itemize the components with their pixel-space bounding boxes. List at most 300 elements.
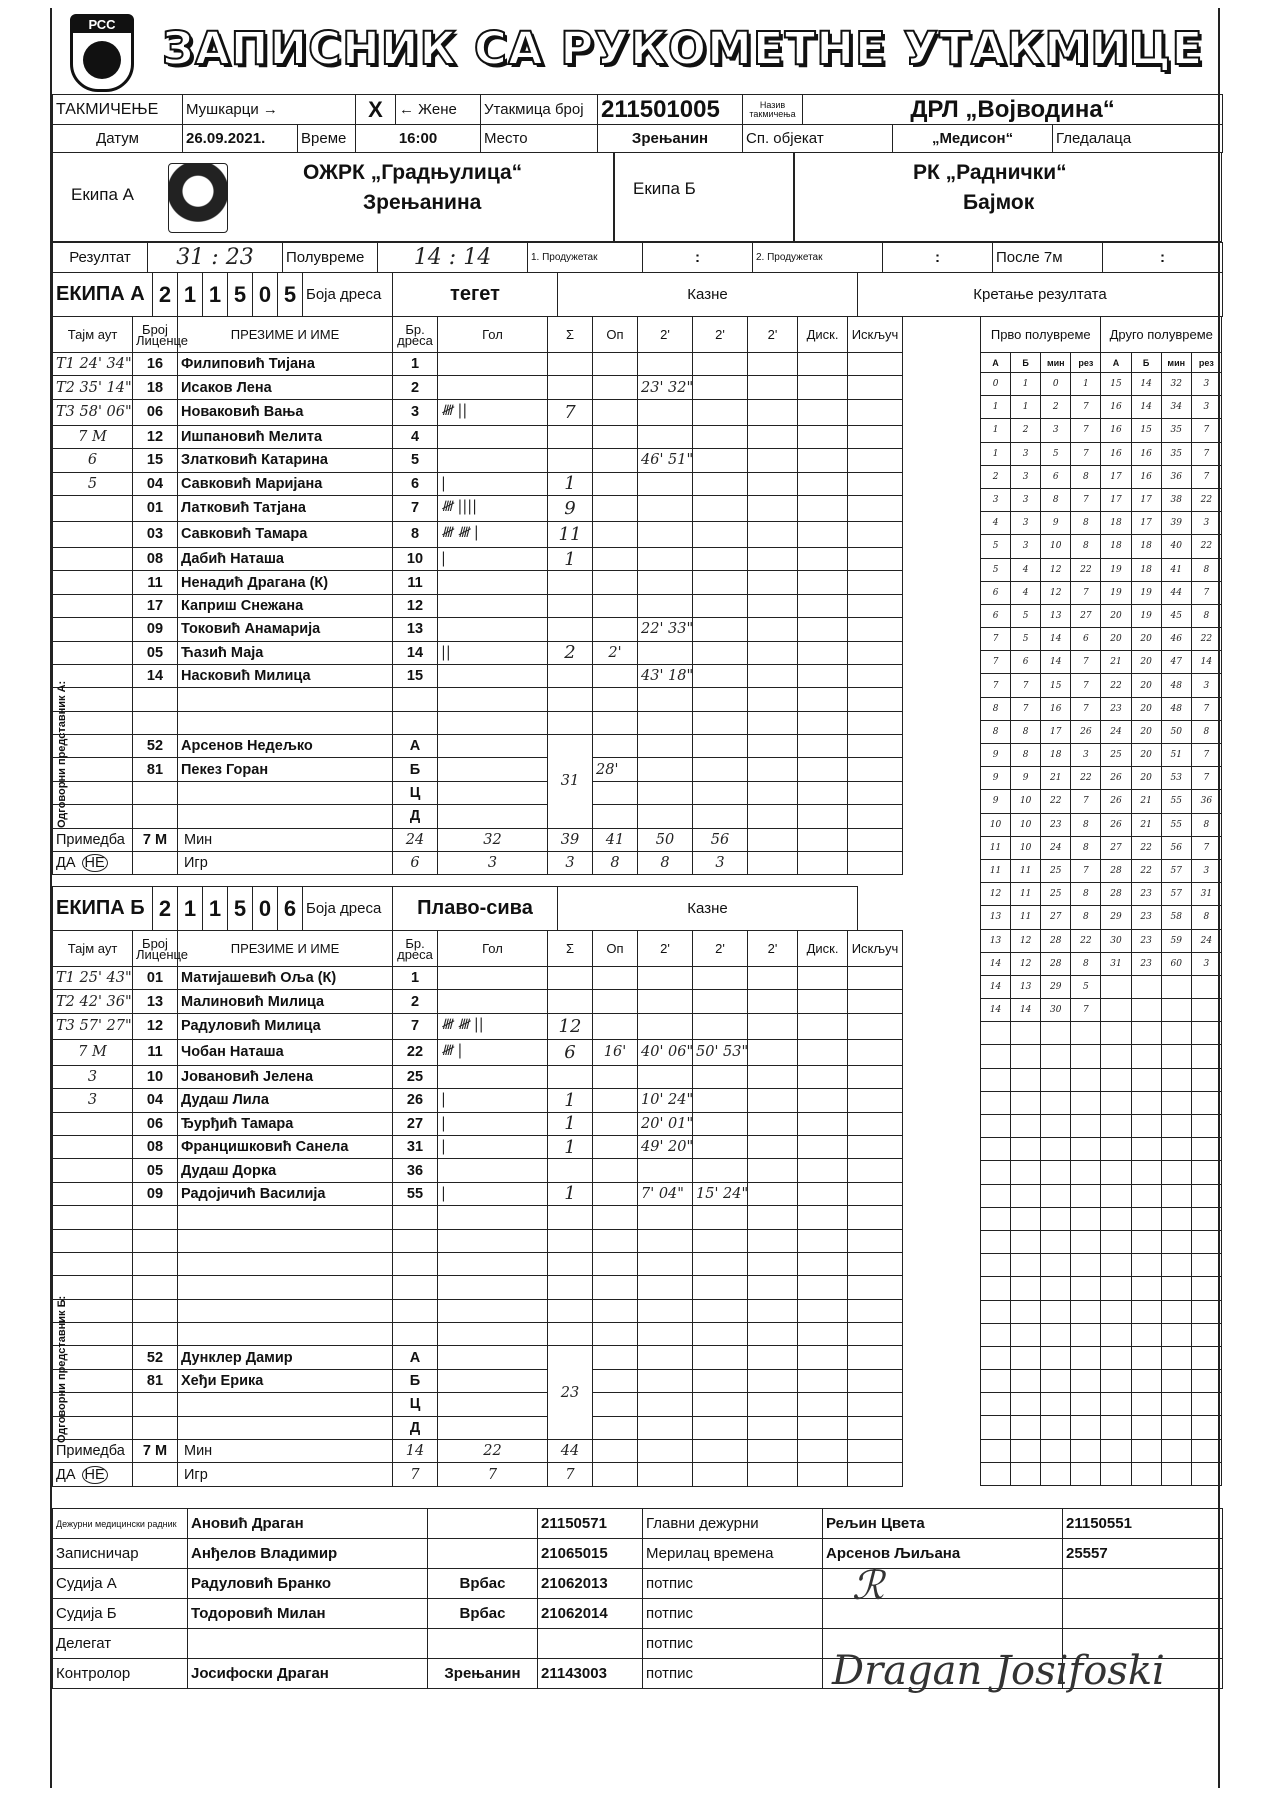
progress-row (981, 1068, 1222, 1091)
penalty-1 (638, 967, 693, 990)
table-row (53, 1135, 903, 1158)
team-a-label: Екипа А (71, 185, 134, 204)
disq-cell (798, 664, 848, 687)
seven-m-cell: 50 (638, 828, 693, 851)
seven-m-cell (638, 1440, 693, 1463)
warning-cell (593, 967, 638, 990)
progress-row: 7 7 15 7 22 20 48 3 (981, 674, 1222, 697)
footer-role2: потпис (643, 1569, 823, 1599)
disq-cell (798, 711, 848, 734)
penalty-1: 7' 04" (638, 1182, 693, 1205)
team-b-name: РК „Раднички“ (913, 161, 1067, 184)
timeout-cell: Т3 58' 06" (53, 399, 133, 425)
excl-cell (848, 641, 903, 664)
table-row (53, 353, 903, 376)
footer-role2: потпис (643, 1659, 823, 1689)
disq-cell (798, 1089, 848, 1112)
official-license (133, 781, 178, 804)
table-row (53, 495, 903, 521)
player-name: Златковић Катарина (178, 449, 393, 472)
penalty-1 (638, 399, 693, 425)
penalty-1: 22' 33" (638, 618, 693, 641)
penalty-3 (748, 472, 798, 495)
progress-row: 14 12 28 8 31 23 60 3 (981, 952, 1222, 975)
seven-m-cell (848, 1463, 903, 1486)
player-name: Ђурђић Тамара (178, 1112, 393, 1135)
goals-sum (548, 664, 593, 687)
column-header: Гол (438, 931, 548, 967)
gender-mark: X (356, 95, 396, 125)
player-name: Францишковић Санела (178, 1135, 393, 1158)
goals-tally (438, 1323, 548, 1346)
timeout-cell: 3 (53, 1089, 133, 1112)
seven-m-cell: 3 (693, 852, 748, 875)
timeout-cell: 5 (53, 472, 133, 495)
column-header: Број Лиценце (133, 317, 178, 353)
footer-role2: Главни дежурни (643, 1509, 823, 1539)
license-cell: 06 (133, 399, 178, 425)
progress-row (981, 1091, 1222, 1114)
player-name: Чобан Наташа (178, 1039, 393, 1065)
player-name: Филиповић Тијана (178, 353, 393, 376)
place-value: Зрењанин (598, 125, 743, 153)
excl-cell (848, 1182, 903, 1205)
license-cell: 12 (133, 1013, 178, 1039)
official-license (133, 1393, 178, 1416)
seven-m-cell (798, 1440, 848, 1463)
penalty-3 (748, 1065, 798, 1088)
jersey-no: 15 (393, 664, 438, 687)
excl-cell (848, 449, 903, 472)
penalty-3 (748, 521, 798, 547)
result-a: 31 (176, 245, 205, 270)
seven-m-cell: 6 (393, 852, 438, 875)
license-cell: 09 (133, 618, 178, 641)
penalty-1 (638, 594, 693, 617)
disq-cell (798, 547, 848, 570)
footer-role2: потпис (643, 1629, 823, 1659)
penalty-2 (693, 353, 748, 376)
license-cell: 08 (133, 547, 178, 570)
player-name: Радуловић Милица (178, 1013, 393, 1039)
excl-cell (848, 1276, 903, 1299)
seven-m-cell: 7 (393, 1463, 438, 1486)
penalty-2 (693, 399, 748, 425)
excl-cell (848, 990, 903, 1013)
column-header: 2' (748, 317, 798, 353)
jersey-no: 2 (393, 990, 438, 1013)
official-name: Арсенов Недељко (178, 735, 393, 758)
disq-cell (798, 967, 848, 990)
license-cell: 05 (133, 1159, 178, 1182)
footer-name2: Арсенов Љиљана (823, 1539, 1063, 1569)
column-header: 2' (693, 931, 748, 967)
second-half-header: Друго полувреме (1101, 317, 1222, 353)
footer-city: Врбас (428, 1599, 538, 1629)
progress-row: 6 5 13 27 20 19 45 8 (981, 604, 1222, 627)
jersey-no: 10 (393, 547, 438, 570)
warning-cell (593, 521, 638, 547)
timeout-cell (53, 521, 133, 547)
jersey-no: 3 (393, 399, 438, 425)
disq-cell (798, 618, 848, 641)
timeout-cell: 3 (53, 1065, 133, 1088)
warning-cell (593, 711, 638, 734)
table-row (53, 425, 903, 448)
excl-cell (848, 711, 903, 734)
table-row (53, 664, 903, 687)
jersey-no (393, 1276, 438, 1299)
goals-sum (548, 1206, 593, 1229)
penalty-2 (693, 376, 748, 399)
progress-row: 5 4 12 22 19 18 41 8 (981, 558, 1222, 581)
excl-cell (848, 472, 903, 495)
official-name (178, 1393, 393, 1416)
goals-sum: 1 (548, 547, 593, 570)
penalty-3 (748, 1135, 798, 1158)
excl-cell (848, 1135, 903, 1158)
warning-cell (593, 571, 638, 594)
jersey-no: 31 (393, 1135, 438, 1158)
table-row (53, 449, 903, 472)
license-cell: 09 (133, 1182, 178, 1205)
footer-name: Тодоровић Милан (188, 1599, 428, 1629)
penalty-2 (693, 594, 748, 617)
goals-sum: 1 (548, 1089, 593, 1112)
warning-cell (593, 399, 638, 425)
warning-cell (593, 425, 638, 448)
goals-sum (548, 1299, 593, 1322)
official-role: Б (393, 758, 438, 781)
table-row (53, 1276, 903, 1299)
license-cell (133, 1206, 178, 1229)
goals-sum: 12 (548, 1013, 593, 1039)
excl-cell (848, 376, 903, 399)
excl-cell (848, 618, 903, 641)
excl-cell (848, 399, 903, 425)
official-penalty (593, 1393, 638, 1416)
progress-row (981, 1161, 1222, 1184)
column-header: ПРЕЗИМЕ И ИМЕ (178, 931, 393, 967)
match-no: 211501005 (598, 95, 743, 125)
referee-signature: ℛ (852, 1563, 884, 1609)
penalty-3 (748, 1206, 798, 1229)
goals-tally: | (438, 1182, 548, 1205)
footer-row (53, 1509, 1223, 1539)
excl-cell (848, 353, 903, 376)
disq-cell (798, 376, 848, 399)
goals-tally: || (438, 641, 548, 664)
goals-tally (438, 353, 548, 376)
jersey-no: 14 (393, 641, 438, 664)
goals-tally (438, 990, 548, 1013)
excl-cell (848, 1229, 903, 1252)
score-progress: Прво полувреме Друго полувреме А Б мин рез А Б мин рез 0 1 0 1 15 14 32 3 1 1 2 7 16 14 34 3 1 2 3 7 16 15 35 7 1 3 5 7 16 16 35 7 2 3 6 8 17 16 36 7 3 3 8 7 17 17 38 22 4 3 9 8 18 17 39 3 5 3 10 8 18 18 40 22 5 4 12 22 19 18 41 8 6 4 12 7 19 19 44 7 6 5 13 27 20 19 45 8 7 5 14 6 20 20 46 22 7 6 14 7 21 20 47 14 7 7 15 7 22 20 48 3 8 7 16 7 23 20 48 7 8 8 17 26 24 20 50 8 9 8 18 3 25 20 51 7 9 9 21 22 26 20 53 7 9 10 22 7 26 21 55 36 10 10 23 8 26 21 55 8 11 10 24 8 27 22 56 7 11 11 25 7 28 22 57 3 12 11 25 8 28 23 57 31 13 11 27 8 29 23 58 8 13 12 28 22 30 23 59 24 14 12 28 8 31 23 60 3 14 13 29 5 14 14 30 7 (980, 316, 1222, 1486)
penalty-1 (638, 641, 693, 664)
progress-row (981, 1207, 1222, 1230)
progress-row: 8 8 17 26 24 20 50 8 (981, 720, 1222, 743)
column-header: Искључ (848, 931, 903, 967)
player-name (178, 1323, 393, 1346)
license-cell (133, 1323, 178, 1346)
column-header: Тајм аут (53, 931, 133, 967)
progress-row (981, 1393, 1222, 1416)
team-a-players: Тајм аут Број Лиценце ПРЕЗИМЕ И ИМЕ Бр. дреса Гол Σ Оп 2' 2' 2' Диск. Искључ Т1 24' 34" 16 Филиповић Тијана 1 Т2 35' 14" 18 Исаков Лена 2 23' 32" Т3 58' 06" 06 Новаковић Вања 3 𝍸 || 7 7 М 12 Ишпановић Мелита 4 6 15 Златковић Катарина 5 46' 51" 5 04 Савковић Маријана 6 | 1 01 Латковић Татјана 7 𝍸 |||| 9 03 Савковић Тамара 8 𝍸 𝍸 | 11 08 Дабић Наташа 10 | 1 11 Ненадић Драгана (К) 11 17 Каприш Снежана 12 09 Токовић Анамарија 13 22' 33" 05 Ћазић Маја 14 || 2 2' 14 Насковић Милица 15 43' 18" 52 Арсенов Недељко А 31 81 Пекез Горан Б 28' Ц Д Примедба 7 М Мин 24 32 39 41 50 56 ДА НЕ Игр 6 3 3 8 8 3 (52, 316, 857, 875)
goals-sum: 2 (548, 641, 593, 664)
timeout-cell (53, 1159, 133, 1182)
footer-city: Врбас (428, 1569, 538, 1599)
excl-cell (848, 1299, 903, 1322)
license-cell: 10 (133, 1065, 178, 1088)
column-header: Бр. дреса (393, 931, 438, 967)
penalty-2 (693, 1299, 748, 1322)
jersey-no: 13 (393, 618, 438, 641)
penalty-2 (693, 571, 748, 594)
penalty-3 (748, 1182, 798, 1205)
result-b: 23 (225, 245, 254, 270)
team-a-hdr: ЕКИПА А (53, 273, 153, 317)
penalty-1 (638, 1159, 693, 1182)
team-a-logo-icon (168, 163, 228, 233)
official-penalty (593, 781, 638, 804)
disq-cell (798, 449, 848, 472)
timeout-cell (53, 571, 133, 594)
license-cell: 12 (133, 425, 178, 448)
footer-role: Контролор (53, 1659, 188, 1689)
penalty-2: 50' 53" (693, 1039, 748, 1065)
warning-cell (593, 1089, 638, 1112)
report-title: ЗАПИСНИК СА РУКОМЕТНЕ УТАКМИЦЕ (162, 22, 1204, 75)
progress-row (981, 1416, 1222, 1439)
table-row (53, 521, 903, 547)
disq-cell (798, 1252, 848, 1275)
date-value: 26.09.2021. (183, 125, 298, 153)
penalty-3 (748, 1229, 798, 1252)
seven-m-cell (848, 1440, 903, 1463)
penalty-3 (748, 1159, 798, 1182)
timeout-cell: Т2 35' 14" (53, 376, 133, 399)
official-penalty (593, 1346, 638, 1369)
goals-sum (548, 594, 593, 617)
place-label: Место (481, 125, 598, 153)
table-row (53, 641, 903, 664)
excl-cell (848, 1206, 903, 1229)
excl-cell (848, 547, 903, 570)
penalty-2 (693, 1013, 748, 1039)
license-cell: 18 (133, 376, 178, 399)
footer-license: 21150571 (538, 1509, 643, 1539)
column-header: Бр. дреса (393, 317, 438, 353)
men-label: Мушкарци → (183, 95, 356, 125)
goals-sum (548, 1065, 593, 1088)
progress-row (981, 1022, 1222, 1045)
ot2-label: 2. Продужетак (753, 243, 883, 273)
penalty-3 (748, 425, 798, 448)
penalty-1 (638, 990, 693, 1013)
progress-row (981, 1439, 1222, 1462)
disq-cell (798, 1112, 848, 1135)
goals-tally: 𝍸 𝍸 || (438, 1013, 548, 1039)
license-cell (133, 711, 178, 734)
footer-license: 21062014 (538, 1599, 643, 1629)
progress-row: 3 3 8 7 17 17 38 22 (981, 488, 1222, 511)
progress-row (981, 1045, 1222, 1068)
disq-cell (798, 399, 848, 425)
penalty-2 (693, 1323, 748, 1346)
official-license (133, 805, 178, 828)
warning-cell (593, 1182, 638, 1205)
penalty-2 (693, 472, 748, 495)
seven-m-cell (748, 1440, 798, 1463)
excl-cell (848, 1323, 903, 1346)
goals-tally (438, 1065, 548, 1088)
footer-name: Анђелов Владимир (188, 1539, 428, 1569)
goals-sum (548, 425, 593, 448)
player-name: Дудаш Лила (178, 1089, 393, 1112)
footer-name (188, 1629, 428, 1659)
table-row (53, 472, 903, 495)
seven-m-cell (593, 1440, 638, 1463)
progress-row (981, 1462, 1222, 1485)
jersey-no: 26 (393, 1089, 438, 1112)
disq-cell (798, 1159, 848, 1182)
official-name (178, 805, 393, 828)
goals-tally (438, 664, 548, 687)
penalty-3 (748, 1039, 798, 1065)
jersey-no (393, 1323, 438, 1346)
player-name (178, 1299, 393, 1322)
report-header (52, 8, 1222, 94)
warning-cell (593, 449, 638, 472)
disq-cell (798, 990, 848, 1013)
penalty-1 (638, 495, 693, 521)
rss-logo-icon: РСС (70, 14, 134, 92)
penalty-3 (748, 990, 798, 1013)
progress-row: 5 3 10 8 18 18 40 22 (981, 535, 1222, 558)
player-name: Дудаш Дорка (178, 1159, 393, 1182)
penalty-2: 15' 24" (693, 1182, 748, 1205)
seven-m-cell: 8 (593, 852, 638, 875)
goals-sum (548, 571, 593, 594)
disq-cell (798, 1276, 848, 1299)
seven-m-cell (798, 852, 848, 875)
player-name: Дабић Наташа (178, 547, 393, 570)
goals-tally: 𝍸 𝍸 | (438, 521, 548, 547)
warning-cell (593, 990, 638, 1013)
result-label: Резултат (53, 243, 148, 273)
penalty-3 (748, 547, 798, 570)
license-cell: 15 (133, 449, 178, 472)
jersey-no: 7 (393, 495, 438, 521)
disq-cell (798, 495, 848, 521)
seven-m-cell (638, 1463, 693, 1486)
goals-tally (438, 1229, 548, 1252)
disq-cell (798, 571, 848, 594)
official-row (53, 758, 903, 781)
jersey-no: 1 (393, 353, 438, 376)
penalty-3 (748, 641, 798, 664)
official-name (178, 1416, 393, 1439)
warning-cell (593, 472, 638, 495)
penalty-3 (748, 1299, 798, 1322)
column-header: Тајм аут (53, 317, 133, 353)
penalty-1: 43' 18" (638, 664, 693, 687)
goals-tally (438, 1206, 548, 1229)
player-name: Матијашевић Оља (К) (178, 967, 393, 990)
venue-value: „Медисон“ (893, 125, 1053, 153)
goals-sum (548, 1159, 593, 1182)
official-row (53, 1369, 903, 1392)
player-name: Латковић Татјана (178, 495, 393, 521)
license-cell: 01 (133, 967, 178, 990)
column-header: Гол (438, 317, 548, 353)
goals-tally: | (438, 472, 548, 495)
official-row (53, 735, 903, 758)
footer-city: Зрењанин (428, 1659, 538, 1689)
timeout-cell: 6 (53, 449, 133, 472)
excl-cell (848, 495, 903, 521)
table-row (53, 1065, 903, 1088)
penalty-2 (693, 1112, 748, 1135)
remark-cell: ДА НЕ (53, 852, 133, 875)
official-role: Ц (393, 1393, 438, 1416)
seven-m-cell: 14 (393, 1440, 438, 1463)
official-penalty: 28' (593, 758, 638, 781)
table-row (53, 594, 903, 617)
footer-row (53, 1569, 1223, 1599)
penalty-2 (693, 449, 748, 472)
player-name: Јовановић Јелена (178, 1065, 393, 1088)
seven-m-cell: 56 (693, 828, 748, 851)
warning-cell (593, 353, 638, 376)
seven-m-cell: 44 (548, 1440, 593, 1463)
progress-row (981, 1184, 1222, 1207)
penalty-2 (693, 425, 748, 448)
rep-b-label: Одговорни представник Б: (56, 1295, 68, 1443)
goals-sum (548, 1252, 593, 1275)
progress-row (981, 1323, 1222, 1346)
license-cell: 13 (133, 990, 178, 1013)
penalty-1 (638, 688, 693, 711)
remark-cell: Примедба (53, 1440, 133, 1463)
seven-m-cell (748, 852, 798, 875)
footer-role: Судија А (53, 1569, 188, 1599)
column-header: 2' (638, 931, 693, 967)
disq-cell (798, 1323, 848, 1346)
penalty-3 (748, 618, 798, 641)
seven-m-cell: 3 (438, 852, 548, 875)
warning-cell (593, 1252, 638, 1275)
timeout-cell (53, 1182, 133, 1205)
team-a-header: ЕКИПА А 2 1 1 5 0 5 Боја дреса тегет Казне Кретање резултата (52, 272, 1223, 317)
warning-cell: 16' (593, 1039, 638, 1065)
footer-role: Делегат (53, 1629, 188, 1659)
progress-row (981, 1115, 1222, 1138)
jersey-no: 1 (393, 967, 438, 990)
venue-label: Сп. објекат (743, 125, 893, 153)
official-penalty (593, 1369, 638, 1392)
timeout-cell (53, 1112, 133, 1135)
penalty-2 (693, 1206, 748, 1229)
footer-name: Радуловић Бранко (188, 1569, 428, 1599)
penalty-3 (748, 594, 798, 617)
penalty-2 (693, 1252, 748, 1275)
warning-cell (593, 1206, 638, 1229)
jersey-no: 6 (393, 472, 438, 495)
warning-cell (593, 1112, 638, 1135)
goals-sum (548, 1229, 593, 1252)
license-cell: 14 (133, 664, 178, 687)
